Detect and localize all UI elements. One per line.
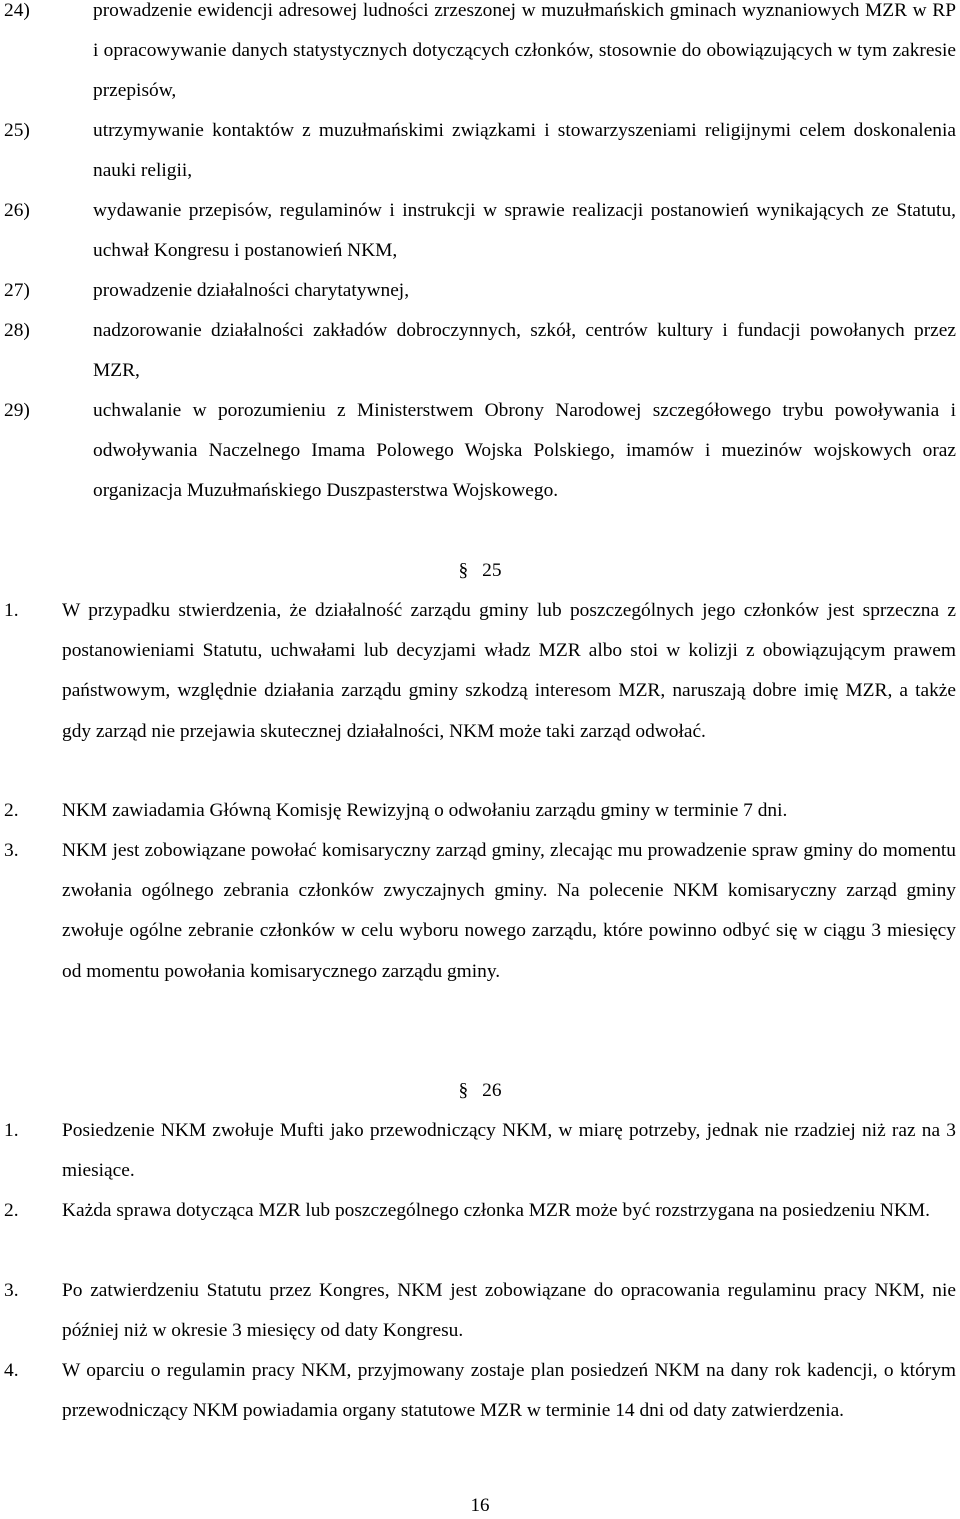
paragraph-number: 4. xyxy=(4,1360,19,1381)
paragraph-number: 2. xyxy=(4,800,19,821)
section-26-item-3 xyxy=(4,1271,956,1351)
paragraph-text: W przypadku stwierdzenia, że działalność zarządu gminy lub poszczególnych jego członków jest sprzeczna z postanowieniami Statutu, uchwałami lub decyzjami władz MZR albo stoi w kolizji z obowiązującym prawem państwowym, względnie działania zarządu gminy szkodzą interesom MZR, naruszają dobre imię MZR, a także gdy zarząd nie przejawia skutecznej działalności, NKM może taki zarząd odwołać. xyxy=(62,600,956,742)
section-heading-25 xyxy=(0,551,960,591)
list-item-text: prowadzenie ewidencji adresowej ludności zrzeszonej w muzułmańskich gminach wyznaniowych MZR w RP i opracowywanie danych statystycznych dotyczących członków, stosownie do obowiązujących w tym zakresie przepisów, xyxy=(93,0,956,102)
list-item-27 xyxy=(4,271,956,311)
section-25-item-3 xyxy=(4,831,956,992)
list-item-number: 29) xyxy=(4,400,30,421)
paragraph-number: 2. xyxy=(4,1200,19,1221)
list-item-24 xyxy=(4,0,956,112)
list-item-number: 25) xyxy=(4,120,30,141)
section-26-item-2 xyxy=(4,1191,956,1231)
paragraph-number: 3. xyxy=(4,840,19,861)
paragraph-text: W oparciu o regulamin pracy NKM, przyjmowany zostaje plan posiedzeń NKM na dany rok kadencji, o którym przewodniczący NKM powiadamia organy statutowe MZR w terminie 14 dni od daty zatwierdzenia. xyxy=(62,1360,956,1422)
paragraph-text: NKM jest zobowiązane powołać komisaryczny zarząd gminy, zlecając mu prowadzenie spraw gminy do momentu zwołania ogólnego zebrania członków zwyczajnych gminy. Na polecenie NKM komisaryczny zarząd gminy zwołuje ogólne zebranie członków w celu wyboru nowego zarządu, które powinno odbyć się w ciągu 3 miesięcy od momentu powołania komisarycznego zarządu gminy. xyxy=(62,840,956,982)
section-25-item-1 xyxy=(4,591,956,752)
list-item-number: 27) xyxy=(4,280,30,301)
section-25-item-2 xyxy=(4,791,956,831)
section-number: 26 xyxy=(482,1080,502,1101)
section-number: 25 xyxy=(482,560,502,581)
paragraph-text: Posiedzenie NKM zwołuje Mufti jako przewodniczący NKM, w miarę potrzeby, jednak nie rzadziej niż raz na 3 miesiące. xyxy=(62,1120,956,1182)
list-item-26 xyxy=(4,191,956,271)
list-item-text: wydawanie przepisów, regulaminów i instrukcji w sprawie realizacji postanowień wynikających ze Statutu, uchwał Kongresu i postanowień NKM, xyxy=(93,200,956,262)
list-item-number: 26) xyxy=(4,200,30,221)
list-item-text: prowadzenie działalności charytatywnej, xyxy=(93,280,410,301)
list-item-28 xyxy=(4,311,956,391)
page-number: 16 xyxy=(470,1495,490,1516)
list-item-number: 24) xyxy=(4,0,30,21)
list-item-text: uchwalanie w porozumieniu z Ministerstwem Obrony Narodowej szczegółowego trybu powoływania i odwoływania Naczelnego Imama Polowego Wojska Polskiego, imamów i muezinów wojskowych oraz organizacja Muzułmańskiego Duszpasterstwa Wojskowego. xyxy=(93,400,956,502)
list-item-29 xyxy=(4,391,956,512)
paragraph-number: 1. xyxy=(4,600,19,621)
paragraph-text: Każda sprawa dotycząca MZR lub poszczególnego członka MZR może być rozstrzygana na posiedzeniu NKM. xyxy=(62,1200,930,1221)
list-item-25 xyxy=(4,111,956,191)
paragraph-number: 3. xyxy=(4,1280,19,1301)
list-item-text: nadzorowanie działalności zakładów dobroczynnych, szkół, centrów kultury i fundacji powołanych przez MZR, xyxy=(93,320,956,382)
paragraph-text: NKM zawiadamia Główną Komisję Rewizyjną o odwołaniu zarządu gminy w terminie 7 dni. xyxy=(62,800,788,821)
section-sign: § xyxy=(458,1080,469,1101)
paragraph-number: 1. xyxy=(4,1120,19,1141)
section-heading-26 xyxy=(0,1071,960,1111)
list-item-number: 28) xyxy=(4,320,30,341)
section-26-item-1 xyxy=(4,1111,956,1191)
list-item-text: utrzymywanie kontaktów z muzułmańskimi związkami i stowarzyszeniami religijnymi celem doskonalenia nauki religii, xyxy=(93,120,956,182)
section-26-item-4 xyxy=(4,1351,956,1431)
section-sign: § xyxy=(458,560,469,581)
paragraph-text: Po zatwierdzeniu Statutu przez Kongres, NKM jest zobowiązane do opracowania regulaminu pracy NKM, nie później niż w okresie 3 miesięcy od daty Kongresu. xyxy=(62,1280,956,1342)
